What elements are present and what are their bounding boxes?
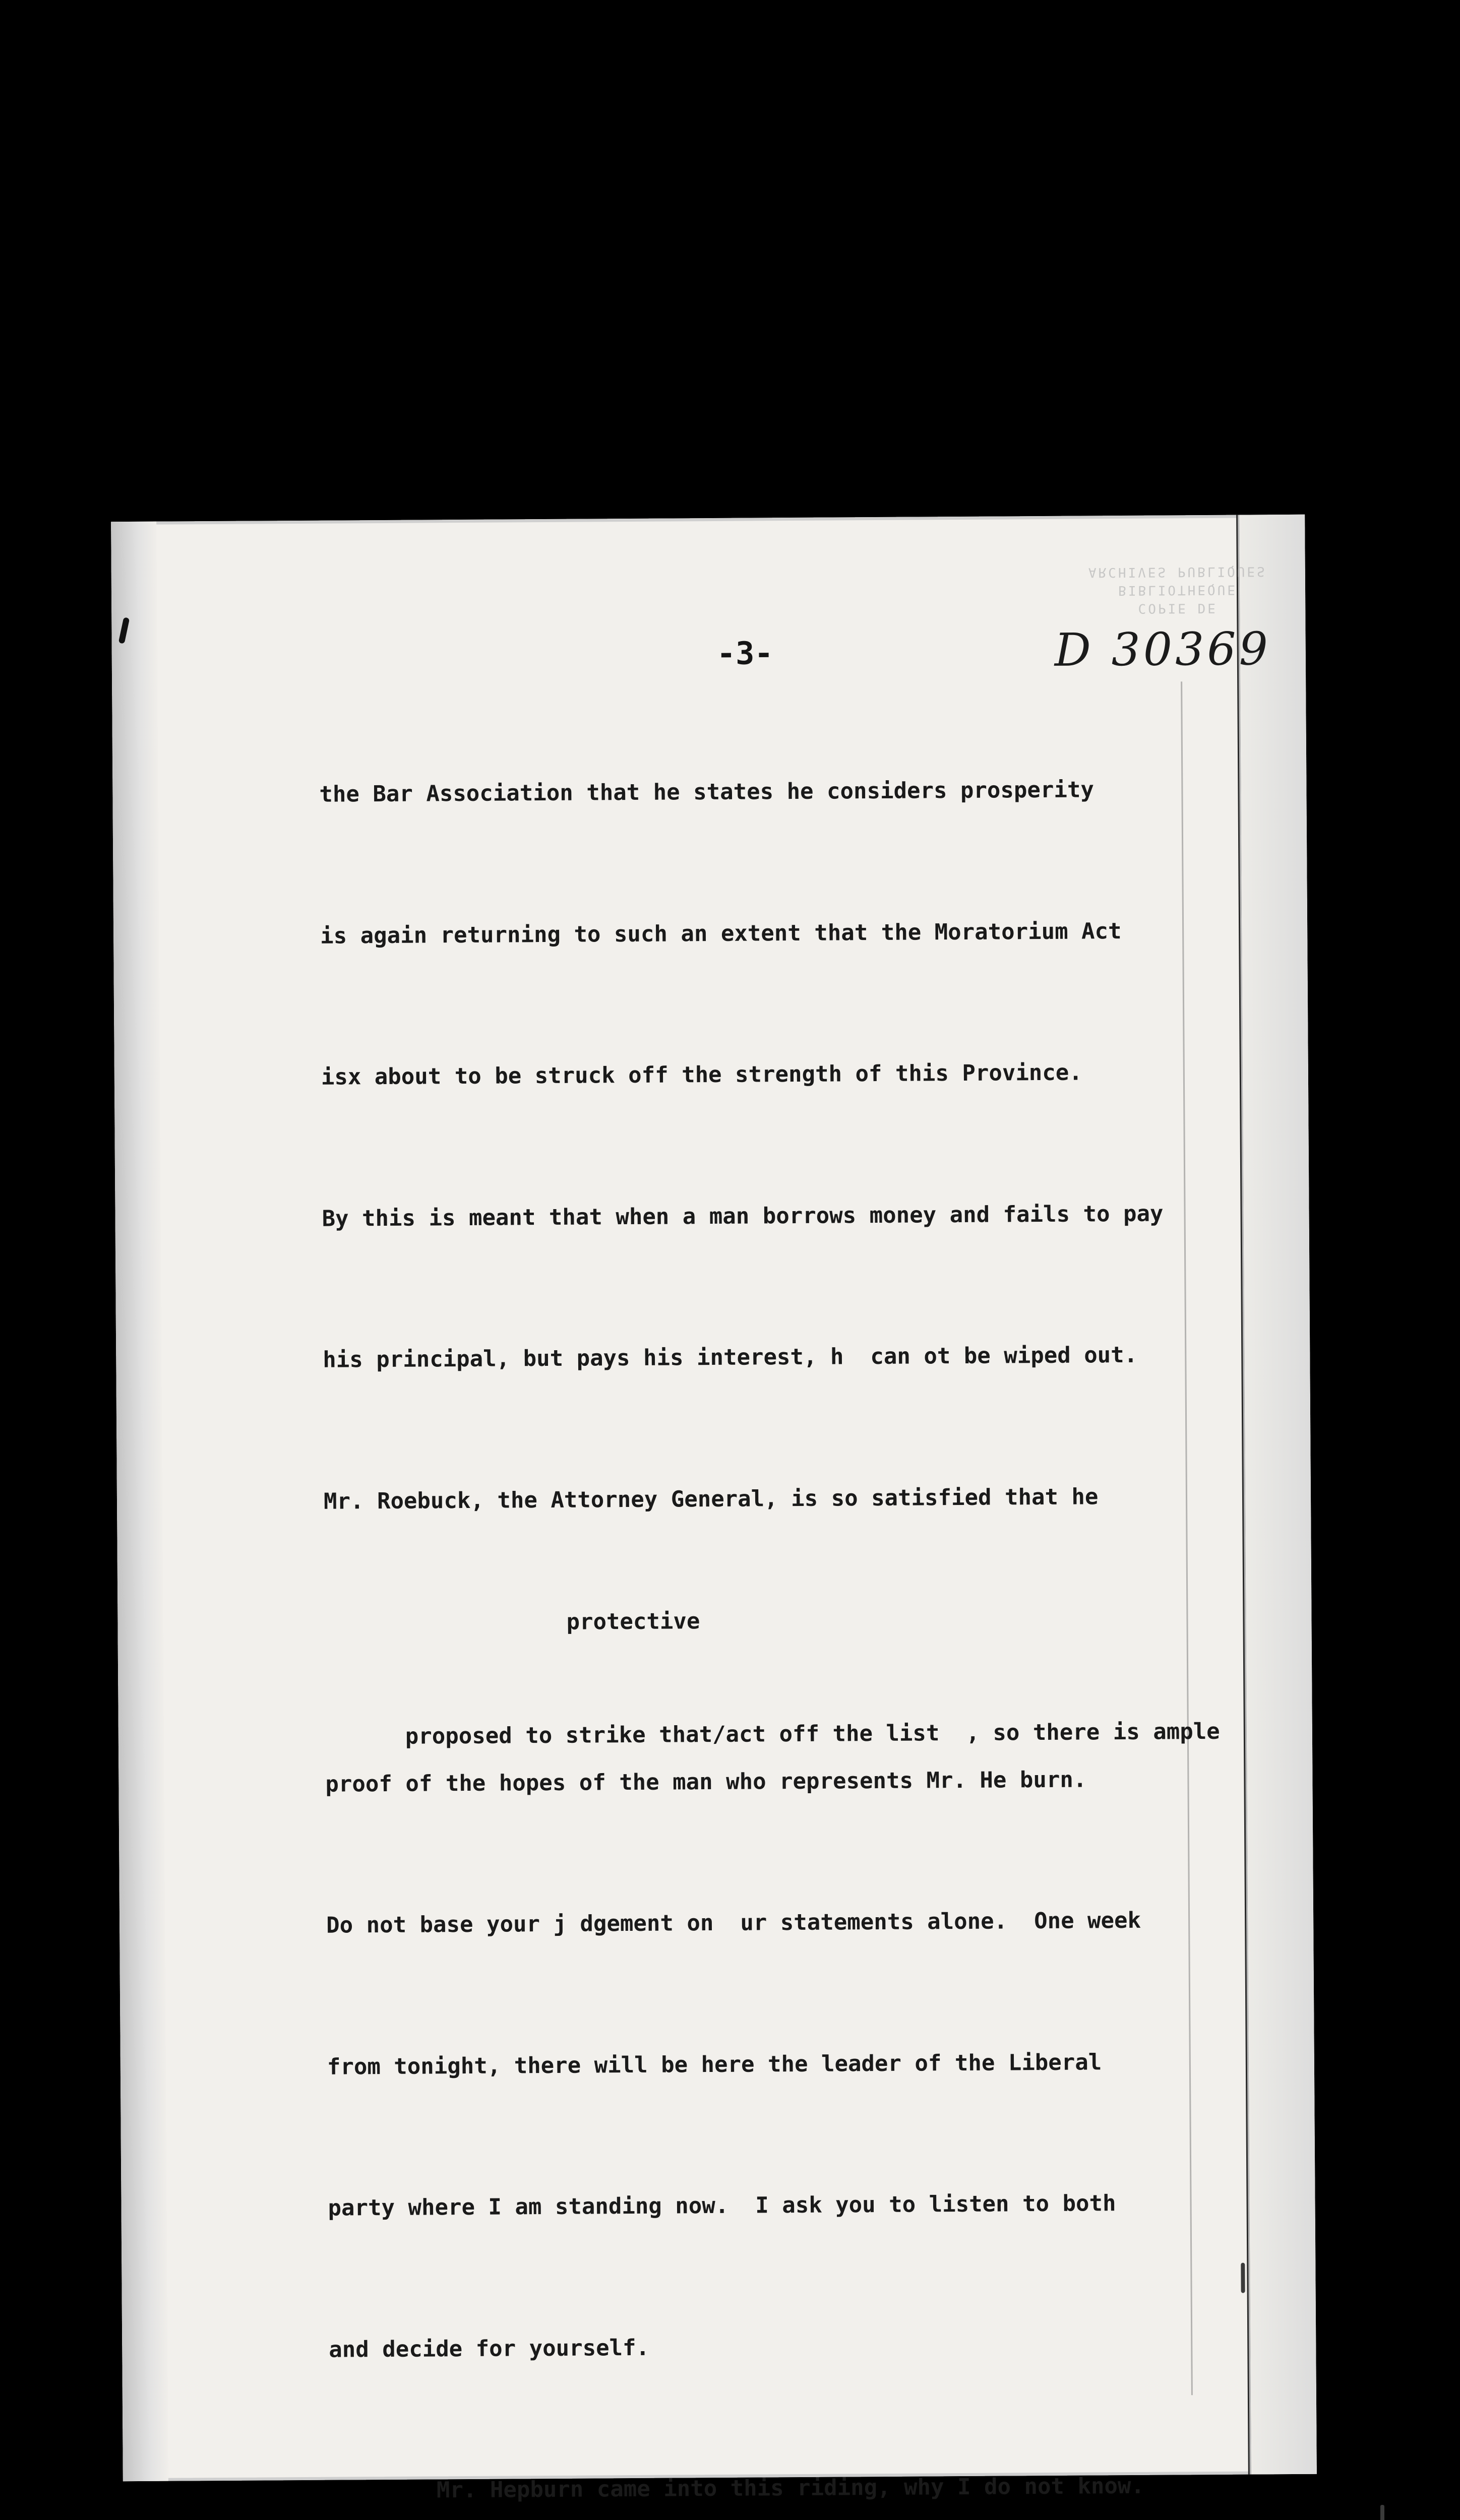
text-line: Mr. Hepburn came into this riding, why I do not know. xyxy=(329,2473,1145,2504)
handwritten-insertion: protective xyxy=(566,1608,700,1635)
archive-stamp xyxy=(1069,526,1286,618)
text-line: Do not base your j dgement on ur statements alone. One week xyxy=(326,1907,1141,1938)
text-line: from tonight, there will be here the leader of the Liberal xyxy=(327,2049,1102,2080)
text-line: By this is meant that when a man borrows money and fails to pay xyxy=(322,1201,1164,1232)
text-line: is again returning to such an extent that the Moratorium Act xyxy=(320,918,1122,949)
stamp-line: BIBLIOTHEQUE xyxy=(1118,582,1238,598)
text-line: and decide for yourself. xyxy=(329,2335,650,2363)
text-line: isx about to be struck off the strength of this Province. xyxy=(321,1059,1082,1090)
text-line: proof of the hopes of the man who represents Mr. He burn. xyxy=(325,1766,1087,1797)
stamp-line: ARCHIVES PUBLIQUES xyxy=(1088,563,1267,580)
document-id: D 30369 xyxy=(1054,622,1271,677)
text-line: proposed to strike that/act off the list , so there is ample xyxy=(405,1718,1220,1749)
text-line: Mr. Roebuck, the Attorney General, is so satisfied that he xyxy=(323,1483,1099,1515)
scan-border-mark xyxy=(1380,2505,1384,2520)
document-page xyxy=(111,515,1317,2504)
text-line-with-insertion xyxy=(324,1608,1283,1749)
text-line: his principal, but pays his interest, h can ot be wiped out. xyxy=(323,1342,1138,1373)
page-binding-edge xyxy=(111,522,168,2481)
text-line: party where I am standing now. I ask you to listen to both xyxy=(328,2190,1116,2221)
typed-text-body xyxy=(319,671,1308,2520)
text-line: the Bar Association that he states he considers prosperity xyxy=(319,777,1094,807)
page-number: -3- xyxy=(716,635,773,672)
stamp-line: COPIE DE xyxy=(1138,600,1218,616)
